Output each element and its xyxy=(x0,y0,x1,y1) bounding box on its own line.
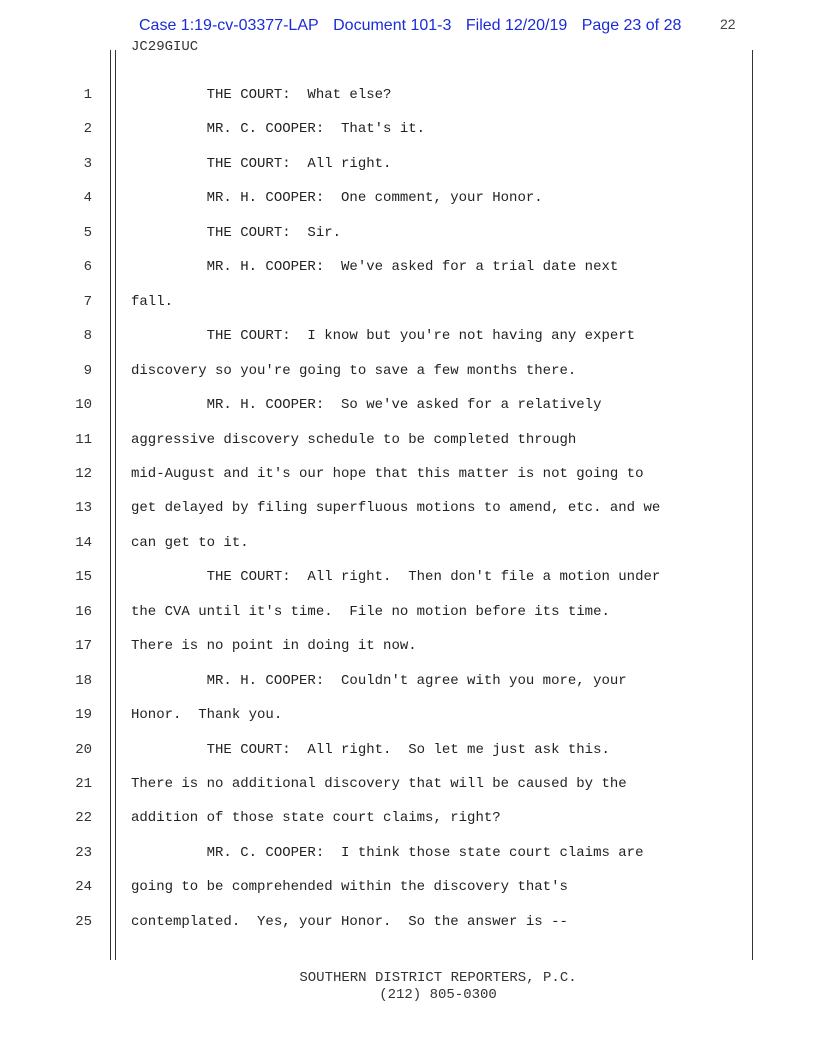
line-number: 6 xyxy=(83,259,92,276)
reporter-name: SOUTHERN DISTRICT REPORTERS, P.C. xyxy=(299,970,577,986)
transcript-line xyxy=(0,121,816,141)
line-number: 13 xyxy=(75,500,92,517)
transcript-line xyxy=(0,190,816,210)
transcript-line xyxy=(0,776,816,796)
transcript-line xyxy=(0,569,816,589)
line-number: 25 xyxy=(75,913,92,930)
transcript-line xyxy=(0,673,816,693)
reporter-phone: (212) 805-0300 xyxy=(379,987,497,1003)
line-number: 9 xyxy=(83,362,92,379)
line-number: 23 xyxy=(75,844,92,861)
transcript-line xyxy=(0,363,816,383)
transcript-line xyxy=(0,810,816,830)
line-text: There is no additional discovery that will be caused by the xyxy=(131,776,627,792)
transcript-line xyxy=(0,500,816,520)
line-text: addition of those state court claims, right? xyxy=(131,810,501,827)
transcript-line xyxy=(0,87,816,107)
line-text: going to be comprehended within the discovery that's xyxy=(131,879,568,896)
line-number: 20 xyxy=(75,741,92,758)
line-number: 1 xyxy=(83,87,92,103)
filed-date: Filed 12/20/19 xyxy=(465,17,568,34)
transcript-line xyxy=(0,294,816,314)
line-number: 19 xyxy=(75,707,92,724)
line-number: 12 xyxy=(75,465,92,482)
transcript-line xyxy=(0,225,816,245)
transcript-line xyxy=(0,432,816,452)
line-number: 5 xyxy=(83,224,92,241)
transcript-line xyxy=(0,742,816,762)
line-text: THE COURT: What else? xyxy=(131,87,392,103)
line-text: the CVA until it's time. File no motion before its time. xyxy=(131,603,610,620)
line-number: 17 xyxy=(75,638,92,655)
transcript-line xyxy=(0,914,816,934)
transcript-line xyxy=(0,397,816,417)
transcript-line xyxy=(0,156,816,176)
line-number: 7 xyxy=(83,293,92,310)
line-text: MR. C. COOPER: I think those state court claims are xyxy=(131,844,644,861)
line-text: THE COURT: I know but you're not having any expert xyxy=(131,328,636,345)
transcript-line xyxy=(0,707,816,727)
line-text: discovery so you're going to save a few months there. xyxy=(131,362,577,379)
line-text: aggressive discovery schedule to be completed through xyxy=(131,431,577,448)
case-number: Case 1:19-cv-03377-LAP xyxy=(139,17,319,34)
transcript-line xyxy=(0,328,816,348)
transcript-line xyxy=(0,259,816,279)
line-number: 16 xyxy=(75,603,92,620)
line-text: mid-August and it's our hope that this matter is not going to xyxy=(131,465,644,482)
line-text: Honor. Thank you. xyxy=(131,707,283,724)
line-text: get delayed by filing superfluous motions to amend, etc. and we xyxy=(131,500,661,517)
line-text: contemplated. Yes, your Honor. So the answer is -- xyxy=(131,913,568,930)
line-number: 2 xyxy=(83,121,92,138)
line-text: can get to it. xyxy=(131,534,249,551)
filing-header xyxy=(139,17,691,35)
line-number: 21 xyxy=(75,776,92,792)
line-number: 11 xyxy=(75,431,92,448)
line-number: 24 xyxy=(75,879,92,896)
line-number: 18 xyxy=(75,672,92,689)
line-text: THE COURT: All right. So let me just ask this. xyxy=(131,741,610,758)
transcript-line xyxy=(0,604,816,624)
line-text: THE COURT: All right. Then don't file a motion under xyxy=(131,569,661,586)
line-number: 4 xyxy=(83,190,92,207)
document-number: Document 101-3 xyxy=(333,17,452,34)
line-number: 8 xyxy=(83,328,92,345)
line-number: 22 xyxy=(75,810,92,827)
line-text: fall. xyxy=(131,293,174,310)
line-number: 15 xyxy=(75,569,92,586)
page-of-total: Page 23 of 28 xyxy=(581,17,682,34)
line-text: There is no point in doing it now. xyxy=(131,638,417,655)
transcript-page-number: 22 xyxy=(720,16,736,32)
transcript-code: JC29GIUC xyxy=(131,39,199,55)
line-number: 14 xyxy=(75,534,92,551)
line-number: 3 xyxy=(83,155,92,172)
transcript-line xyxy=(0,638,816,658)
line-text: MR. H. COOPER: So we've asked for a relatively xyxy=(131,397,602,414)
line-text: MR. H. COOPER: One comment, your Honor. xyxy=(131,190,543,207)
transcript-line xyxy=(0,845,816,865)
line-text: MR. H. COOPER: We've asked for a trial date next xyxy=(131,259,619,276)
line-text: MR. C. COOPER: That's it. xyxy=(131,121,426,138)
transcript-line xyxy=(0,535,816,555)
line-number: 10 xyxy=(75,397,92,414)
line-text: MR. H. COOPER: Couldn't agree with you more, your xyxy=(131,672,627,689)
transcript-line xyxy=(0,879,816,899)
line-text: THE COURT: All right. xyxy=(131,155,392,172)
transcript-line xyxy=(0,466,816,486)
line-text: THE COURT: Sir. xyxy=(131,224,342,241)
